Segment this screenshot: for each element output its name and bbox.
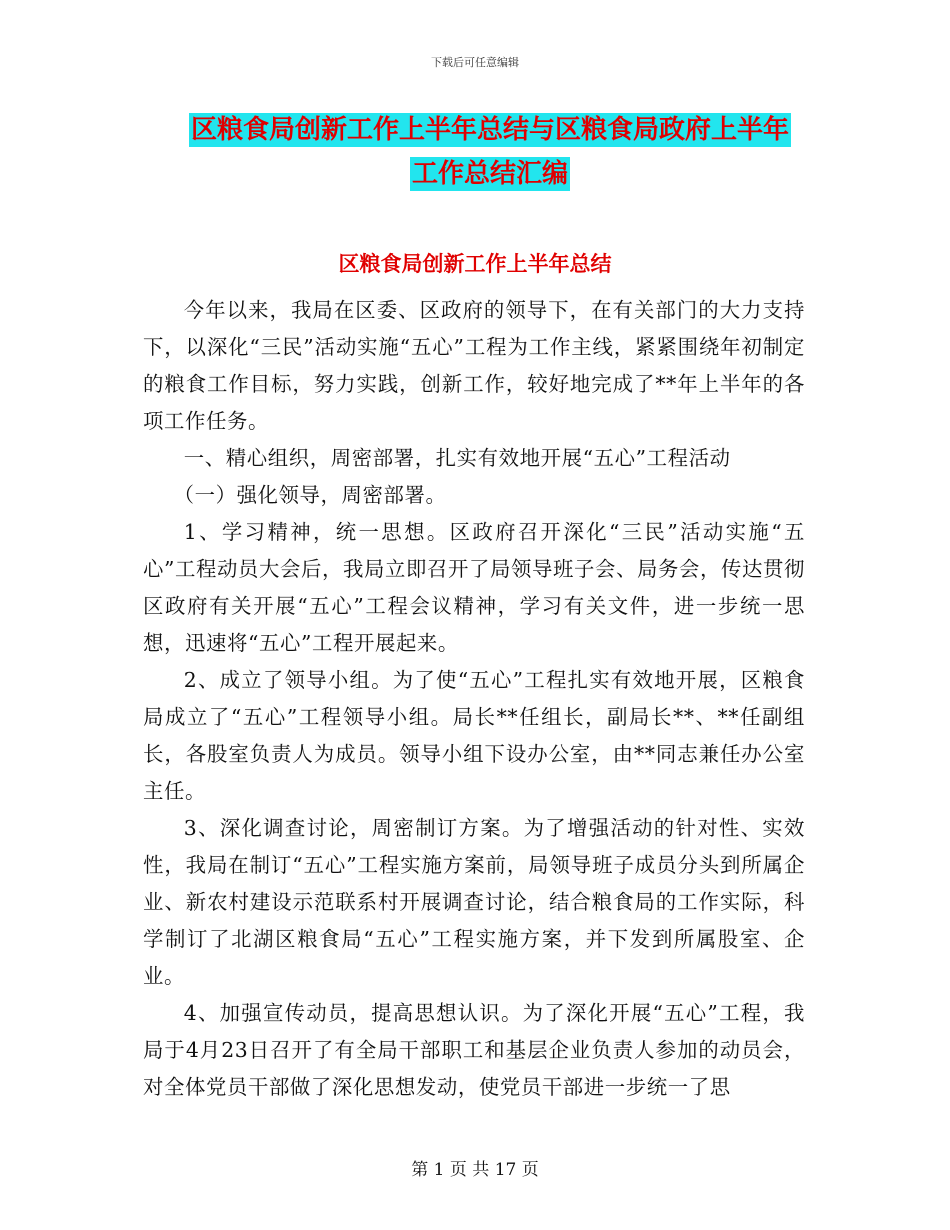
- paragraph-heading-1: 一、精心组织，周密部署，扎实有效地开展“五心”工程活动: [183, 446, 731, 470]
- page-number-footer: 第 1 页 共 17 页: [411, 1160, 539, 1180]
- paragraph-item-1: 1、学习精神，统一思想。区政府召开深化“三民”活动实施“五心”工程动员大会后，我局立即召开了局领导班子会、局务会，传达贯彻区政府有关开展“五心”工程会议精神，学习有关文件，进一步统一思想，迅速将“五心”工程开展起来。: [143, 520, 805, 655]
- document-title-line-1: 区粮食局创新工作上半年总结与区粮食局政府上半年: [190, 115, 789, 145]
- paragraph-item-4: 4、加强宣传动员，提高思想认识。为了深化开展“五心”工程，我局于4月23日召开了有全局干部职工和基层企业负责人参加的动员会，对全体党员干部做了深化思想发动，使党员干部进一步统一了思: [143, 1001, 805, 1099]
- paragraph-item-3: 3、深化调查讨论，周密制订方案。为了增强活动的针对性、实效性，我局在制订“五心”工程实施方案前，局领导班子成员分头到所属企业、新农村建设示范联系村开展调查讨论，结合粮食局的工作实际，科学制订了北湖区粮食局“五心”工程实施方案，并下发到所属股室、企业。: [143, 816, 805, 988]
- header-note: 下载后可任意编辑: [431, 56, 519, 69]
- section-title: 区粮食局创新工作上半年总结: [338, 252, 612, 276]
- paragraph-item-2: 2、成立了领导小组。为了使“五心”工程扎实有效地开展，区粮食局成立了“五心”工程领导小组。局长**任组长，副局长**、**任副组长，各股室负责人为成员。领导小组下设办公室，由**同志兼任办公室主任。: [143, 668, 805, 803]
- document-title-line-2: 工作总结汇编: [411, 159, 568, 189]
- document-title: [140, 108, 840, 196]
- body-text: [143, 292, 805, 1106]
- paragraph-intro: 今年以来，我局在区委、区政府的领导下，在有关部门的大力支持下，以深化“三民”活动实施“五心”工程为工作主线，紧紧围绕年初制定的粮食工作目标，努力实践，创新工作，较好地完成了**年上半年的各项工作任务。: [143, 298, 805, 433]
- paragraph-subheading-1: （一）强化领导，周密部署。: [173, 483, 447, 507]
